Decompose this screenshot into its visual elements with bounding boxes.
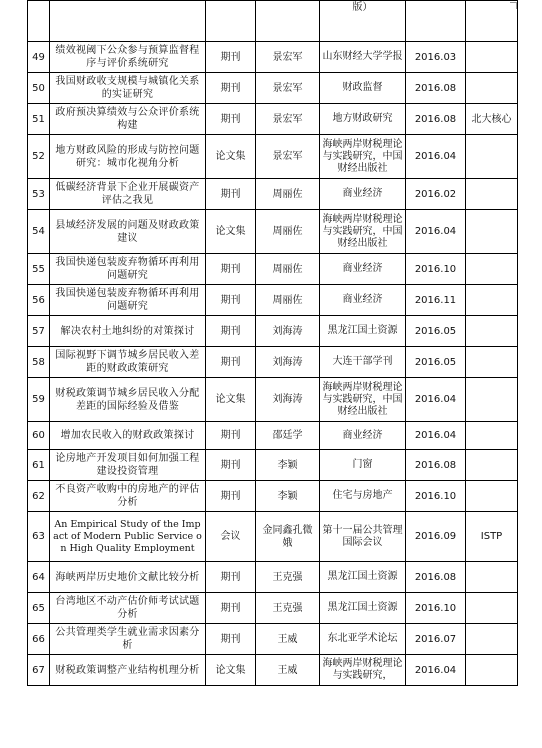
cell-type: 期刊 <box>206 42 256 73</box>
cell-date: 2016.03 <box>406 42 466 73</box>
cell-venue: 第十一届公共管理国际会议 <box>320 512 406 562</box>
cell-no: 62 <box>28 481 50 512</box>
cell-type: 期刊 <box>206 422 256 450</box>
cell-venue: 商业经济 <box>320 285 406 316</box>
cell-author: 景宏军 <box>256 73 320 104</box>
table-row <box>28 655 518 686</box>
table-row <box>28 254 518 285</box>
cell-date: 2016.10 <box>406 593 466 624</box>
cell-venue: 东北亚学术论坛 <box>320 624 406 655</box>
cell-author: 周丽佐 <box>256 179 320 210</box>
cell-author: 王克强 <box>256 562 320 593</box>
cell-title: 我国快递包装废弃物循环再利用问题研究 <box>50 254 206 285</box>
cell-date: 2016.02 <box>406 179 466 210</box>
cell-type <box>206 1 256 42</box>
table-row <box>28 593 518 624</box>
table-row <box>28 104 518 135</box>
table-row <box>28 512 518 562</box>
cell-type: 期刊 <box>206 104 256 135</box>
cell-type: 论文集 <box>206 378 256 422</box>
table-row <box>28 450 518 481</box>
cell-title: 财税政策调整产业结构机理分析 <box>50 655 206 686</box>
cell-date: 2016.09 <box>406 512 466 562</box>
cell-type: 期刊 <box>206 179 256 210</box>
cell-title: 我国快递包装废弃物循环再利用问题研究 <box>50 285 206 316</box>
table-row <box>28 378 518 422</box>
cell-title: 论房地产开发项目如何加强工程建设投资管理 <box>50 450 206 481</box>
cell-type: 论文集 <box>206 655 256 686</box>
cell-date: 2016.04 <box>406 135 466 179</box>
cell-venue: 山东财经大学学报 <box>320 42 406 73</box>
cell-type: 期刊 <box>206 316 256 347</box>
cell-date: 2016.10 <box>406 254 466 285</box>
cell-note <box>466 210 518 254</box>
table-row <box>28 562 518 593</box>
cell-note <box>466 378 518 422</box>
cell-type: 期刊 <box>206 593 256 624</box>
cell-date: 2016.08 <box>406 104 466 135</box>
cell-date: 2016.04 <box>406 655 466 686</box>
cell-venue: 海峡两岸财税理论与实践研究，中国财经出版社 <box>320 135 406 179</box>
cell-note: 北大核心 <box>466 104 518 135</box>
cell-note <box>466 422 518 450</box>
cell-note <box>466 450 518 481</box>
cell-author: 刘海涛 <box>256 316 320 347</box>
table-row <box>28 135 518 179</box>
table-row <box>28 481 518 512</box>
table-row <box>28 422 518 450</box>
cell-no: 53 <box>28 179 50 210</box>
cell-author: 王克强 <box>256 593 320 624</box>
cell-author <box>256 1 320 42</box>
cell-no: 65 <box>28 593 50 624</box>
cell-title: 低碳经济背景下企业开展碳资产评估之我见 <box>50 179 206 210</box>
cell-venue: 门窗 <box>320 450 406 481</box>
table-row <box>28 210 518 254</box>
cell-no: 66 <box>28 624 50 655</box>
cell-venue: 大连干部学刊 <box>320 347 406 378</box>
cell-title: 我国财政收支规模与城镇化关系的实证研究 <box>50 73 206 104</box>
table-row <box>28 42 518 73</box>
cell-no: 63 <box>28 512 50 562</box>
cell-title: 国际视野下调节城乡居民收入差距的财政政策研究 <box>50 347 206 378</box>
publication-table <box>27 0 518 686</box>
cell-date <box>406 1 466 42</box>
cell-note: ISTP <box>466 512 518 562</box>
cell-title: 不良资产收购中的房地产的评估分析 <box>50 481 206 512</box>
cell-type: 期刊 <box>206 481 256 512</box>
cell-title: 增加农民收入的财政政策探讨 <box>50 422 206 450</box>
cell-type: 期刊 <box>206 347 256 378</box>
cell-title: 地方财政风险的形成与防控问题研究：城市化视角分析 <box>50 135 206 179</box>
cell-note <box>466 562 518 593</box>
cell-title: 解决农村土地纠纷的对策探讨 <box>50 316 206 347</box>
table-row <box>28 179 518 210</box>
table-row <box>28 73 518 104</box>
cell-title: 公共管理类学生就业需求因素分析 <box>50 624 206 655</box>
table-row <box>28 1 518 42</box>
cell-type: 论文集 <box>206 135 256 179</box>
cell-note <box>466 624 518 655</box>
cell-date: 2016.05 <box>406 347 466 378</box>
cell-author: 景宏军 <box>256 42 320 73</box>
cell-venue: 海峡两岸财税理论与实践研究， <box>320 655 406 686</box>
cell-title: 财税政策调节城乡居民收入分配差距的国际经验及借鉴 <box>50 378 206 422</box>
cell-type: 论文集 <box>206 210 256 254</box>
cell-author: 刘海涛 <box>256 378 320 422</box>
cell-title: 台湾地区不动产估价师考试试题分析 <box>50 593 206 624</box>
cell-no: 49 <box>28 42 50 73</box>
cell-date: 2016.07 <box>406 624 466 655</box>
cell-type: 期刊 <box>206 624 256 655</box>
cell-no: 61 <box>28 450 50 481</box>
cell-venue: 财政监督 <box>320 73 406 104</box>
cell-type: 期刊 <box>206 254 256 285</box>
cell-date: 2016.08 <box>406 73 466 104</box>
cell-no: 58 <box>28 347 50 378</box>
cell-title: 海峡两岸历史地价文献比较分析 <box>50 562 206 593</box>
cell-no: 56 <box>28 285 50 316</box>
cell-type: 期刊 <box>206 450 256 481</box>
cell-no: 54 <box>28 210 50 254</box>
cell-author: 周丽佐 <box>256 285 320 316</box>
cell-note <box>466 593 518 624</box>
cell-type: 会议 <box>206 512 256 562</box>
cell-note <box>466 285 518 316</box>
cell-date: 2016.04 <box>406 422 466 450</box>
table-row <box>28 285 518 316</box>
cell-date: 2016.04 <box>406 378 466 422</box>
cell-type: 期刊 <box>206 73 256 104</box>
cell-no: 51 <box>28 104 50 135</box>
cell-type: 期刊 <box>206 285 256 316</box>
cell-note <box>466 1 518 42</box>
table-row <box>28 347 518 378</box>
cell-title: 县域经济发展的问题及财政政策建议 <box>50 210 206 254</box>
cell-date: 2016.04 <box>406 210 466 254</box>
cell-no: 57 <box>28 316 50 347</box>
cell-author: 王威 <box>256 624 320 655</box>
cell-no: 59 <box>28 378 50 422</box>
table-row <box>28 624 518 655</box>
cell-note <box>466 316 518 347</box>
cell-date: 2016.10 <box>406 481 466 512</box>
cell-title: An Empirical Study of the Impact of Modern Public Service on High Quality Employment <box>50 512 206 562</box>
cell-author: 周丽佐 <box>256 210 320 254</box>
cell-date: 2016.08 <box>406 450 466 481</box>
cell-date: 2016.08 <box>406 562 466 593</box>
cell-note <box>466 655 518 686</box>
cell-venue: 黑龙江国土资源 <box>320 316 406 347</box>
cell-author: 李颖 <box>256 450 320 481</box>
cell-author: 景宏军 <box>256 104 320 135</box>
cell-note <box>466 42 518 73</box>
cell-no <box>28 1 50 42</box>
cell-venue: 地方财政研究 <box>320 104 406 135</box>
cell-author: 周丽佐 <box>256 254 320 285</box>
cell-note <box>466 179 518 210</box>
cell-note <box>466 135 518 179</box>
cell-note <box>466 73 518 104</box>
cell-date: 2016.05 <box>406 316 466 347</box>
cell-venue: 海峡两岸财税理论与实践研究，中国财经出版社 <box>320 378 406 422</box>
cell-venue: 商业经济 <box>320 179 406 210</box>
cell-no: 67 <box>28 655 50 686</box>
cell-author: 邵廷学 <box>256 422 320 450</box>
cell-note <box>466 254 518 285</box>
cell-title: 绩效视阈下公众参与预算监督程序与评价系统研究 <box>50 42 206 73</box>
cell-venue: 商业经济 <box>320 422 406 450</box>
cell-note <box>466 347 518 378</box>
cell-date: 2016.11 <box>406 285 466 316</box>
cell-type: 期刊 <box>206 562 256 593</box>
cell-title: 政府预决算绩效与公众评价系统构建 <box>50 104 206 135</box>
cell-no: 50 <box>28 73 50 104</box>
cell-venue: 商业经济 <box>320 254 406 285</box>
cell-no: 64 <box>28 562 50 593</box>
table-row <box>28 316 518 347</box>
cell-venue: 黑龙江国土资源 <box>320 593 406 624</box>
cell-no: 52 <box>28 135 50 179</box>
cell-author: 刘海涛 <box>256 347 320 378</box>
cell-author: 景宏军 <box>256 135 320 179</box>
cell-venue: 住宅与房地产 <box>320 481 406 512</box>
cell-venue: 黑龙江国土资源 <box>320 562 406 593</box>
cell-venue: 海峡两岸财税理论与实践研究，中国财经出版社 <box>320 210 406 254</box>
cell-venue: 版） <box>320 1 406 42</box>
cell-author: 李颖 <box>256 481 320 512</box>
cell-note <box>466 481 518 512</box>
cell-no: 60 <box>28 422 50 450</box>
cell-no: 55 <box>28 254 50 285</box>
cell-author: 王威 <box>256 655 320 686</box>
cell-title <box>50 1 206 42</box>
cell-author: 金同鑫孔微娥 <box>256 512 320 562</box>
